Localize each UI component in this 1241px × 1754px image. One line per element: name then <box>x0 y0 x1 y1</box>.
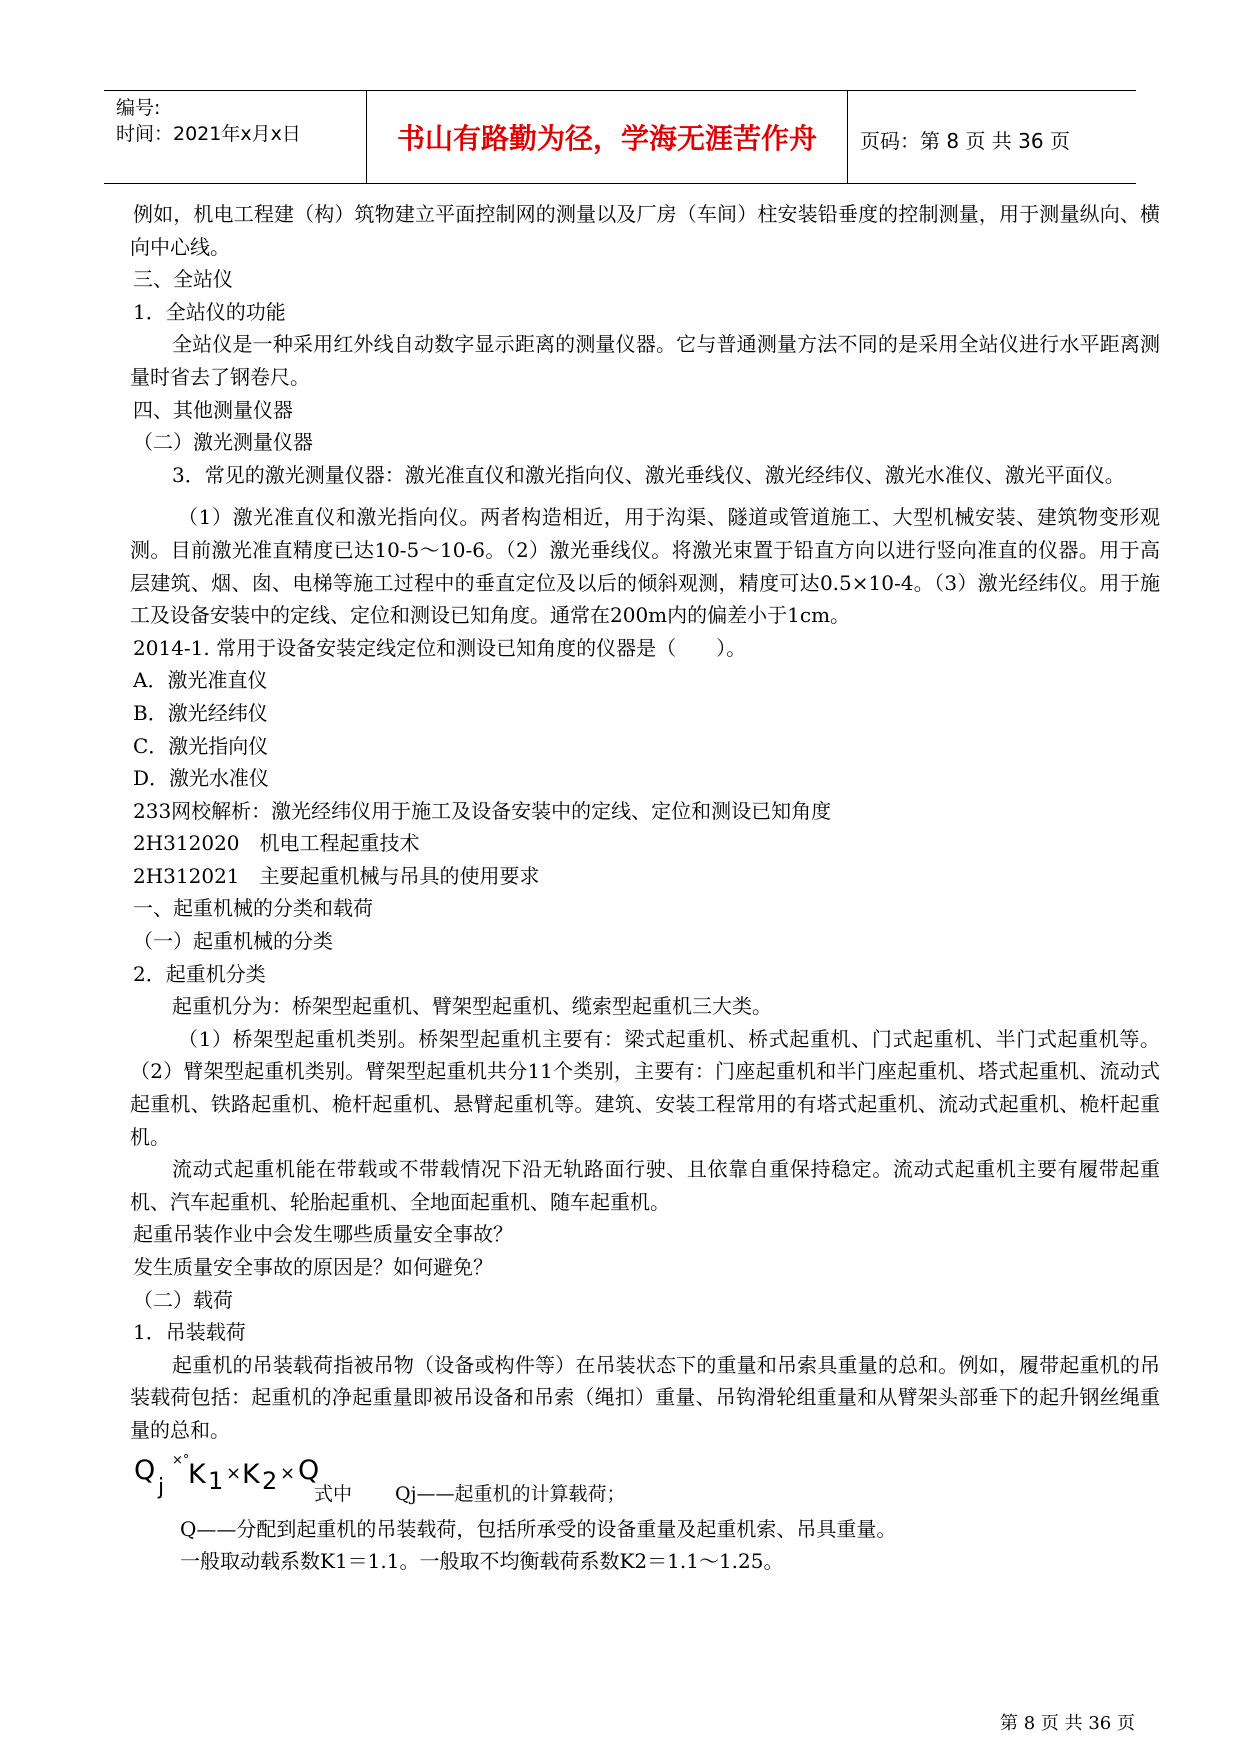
formula-subscript-2: 2 <box>262 1466 278 1495</box>
formula-q-2: Q <box>298 1454 320 1486</box>
header-motto-cell <box>367 91 848 183</box>
page-label: 页码：第 8 页 共 36 页 <box>860 129 1070 153</box>
paragraph: 例如，机电工程建（构）筑物建立平面控制网的测量以及厂房（车间）柱安装铅垂度的控制测量，用于测量纵向、横向中心线。 <box>130 202 1160 259</box>
document-body <box>130 198 1160 1578</box>
section-heading: 四、其他测量仪器 <box>133 397 293 422</box>
header-table <box>104 90 1136 184</box>
paragraph: 发生质量安全事故的原因是？如何避免？ <box>133 1255 493 1279</box>
paragraph: （1）桥架型起重机类别。桥架型起重机主要有：梁式起重机、桥式起重机、门式起重机、半门式起重机等。（2）臂架型起重机类别。臂架型起重机共分11个类别，主要有：门座起重机和半门座起重机、塔式起重机、流动式起重机、铁路起重机、桅杆起重机、悬臂起重机等。建筑、安装工程常用的有塔式起重机、流动式起重机、桅杆起重机。 <box>130 1026 1160 1149</box>
chapter-heading: 2H312020 机电工程起重技术 <box>133 831 420 856</box>
paragraph: 全站仪是一种采用红外线自动数字显示距离的测量仪器。它与普通测量方法不同的是采用全站仪进行水平距离测量时省去了钢卷尺。 <box>130 332 1160 389</box>
formula-subscript-1: 1 <box>208 1466 224 1495</box>
chapter-heading: 2H312021 主要起重机械与吊具的使用要求 <box>133 863 540 888</box>
option-c: C．激光指向仪 <box>133 733 269 758</box>
sub-heading: （二）激光测量仪器 <box>133 430 313 455</box>
paragraph: 起重机的吊装载荷指被吊物（设备或构件等）在吊装状态下的重量和吊索具重量的总和。例如，履带起重机的吊装载荷包括：起重机的净起重量即被吊设备和吊索（绳扣）重量、吊钩滑轮组重量和从臂架头部垂下的起升钢丝绳重量的总和。 <box>130 1352 1160 1442</box>
formula-times: × <box>226 1462 242 1484</box>
section-heading: 一、起重机械的分类和载荷 <box>133 896 373 921</box>
sub-heading: （一）起重机械的分类 <box>133 929 333 954</box>
formula-q: Q <box>134 1454 156 1486</box>
page-footer: 第 8 页 共 36 页 <box>1000 1713 1135 1734</box>
paragraph: Q——分配到起重机的吊装载荷，包括所承受的设备重量及起重机索、吊具重量。 <box>180 1516 897 1541</box>
header-page-cell <box>848 91 1136 183</box>
formula-k2: K <box>242 1458 260 1490</box>
analysis: 233网校解析：激光经纬仪用于施工及设备安装中的定线、定位和测设已知角度 <box>133 798 832 823</box>
header-info-cell <box>104 91 367 183</box>
formula-definition-qj: Qj——起重机的计算载荷； <box>395 1482 626 1505</box>
section-heading: 三、全站仪 <box>133 267 233 292</box>
sub-heading: 1．全站仪的功能 <box>133 299 286 324</box>
paragraph: 起重机分为：桥架型起重机、臂架型起重机、缆索型起重机三大类。 <box>172 994 772 1019</box>
sub-heading: （二）载荷 <box>133 1287 233 1312</box>
formula-equals-sign: ×° <box>172 1452 190 1468</box>
question: 2014-1. 常用于设备安装定线定位和测设已知角度的仪器是（ ）。 <box>133 635 747 660</box>
paragraph: 3．常见的激光测量仪器：激光准直仪和激光指向仪、激光垂线仪、激光经纬仪、激光水准仪、激光平面仪。 <box>172 462 1125 487</box>
paragraph: 起重吊装作业中会发生哪些质量安全事故？ <box>133 1222 513 1247</box>
option-d: D．激光水准仪 <box>133 766 270 791</box>
option-b: B．激光经纬仪 <box>133 700 268 725</box>
formula-k: K <box>188 1458 206 1490</box>
formula-where-label: 式中 <box>314 1482 353 1505</box>
number-label: 编号: <box>116 97 161 119</box>
formula-subscript-j: j <box>158 1474 165 1500</box>
time-label: 时间：2021年x月x日 <box>116 123 301 145</box>
option-a: A．激光准直仪 <box>133 668 268 693</box>
load-formula <box>130 1453 1160 1513</box>
paragraph: 流动式起重机能在带载或不带载情况下沿无轨路面行驶、且依靠自重保持稳定。流动式起重机主要有履带起重机、汽车起重机、轮胎起重机、全地面起重机、随车起重机。 <box>130 1157 1160 1214</box>
sub-heading: 1．吊装载荷 <box>133 1320 246 1345</box>
sub-heading: 2．起重机分类 <box>133 961 266 986</box>
motto: 书山有路勤为径，学海无涯苦作舟 <box>396 122 817 155</box>
formula-times-2: × <box>280 1462 296 1484</box>
paragraph: （1）激光准直仪和激光指向仪。两者构造相近，用于沟渠、隧道或管道施工、大型机械安装、建筑物变形观测。目前激光准直精度已达10-5～10-6。（2）激光垂线仪。将激光束置于铅直方向以进行竖向准直的仪器。用于高层建筑、烟、囱、电梯等施工过程中的垂直定位及以后的倾斜观测，精度可达0.5×10-4。（3）激光经纬仪。用于施工及设备安装中的定线、定位和测设已知角度。通常在200m内的偏差小于1cm。 <box>130 505 1160 628</box>
paragraph: 一般取动载系数K1＝1.1。一般取不均衡载荷系数K2＝1.1～1.25。 <box>180 1549 784 1574</box>
